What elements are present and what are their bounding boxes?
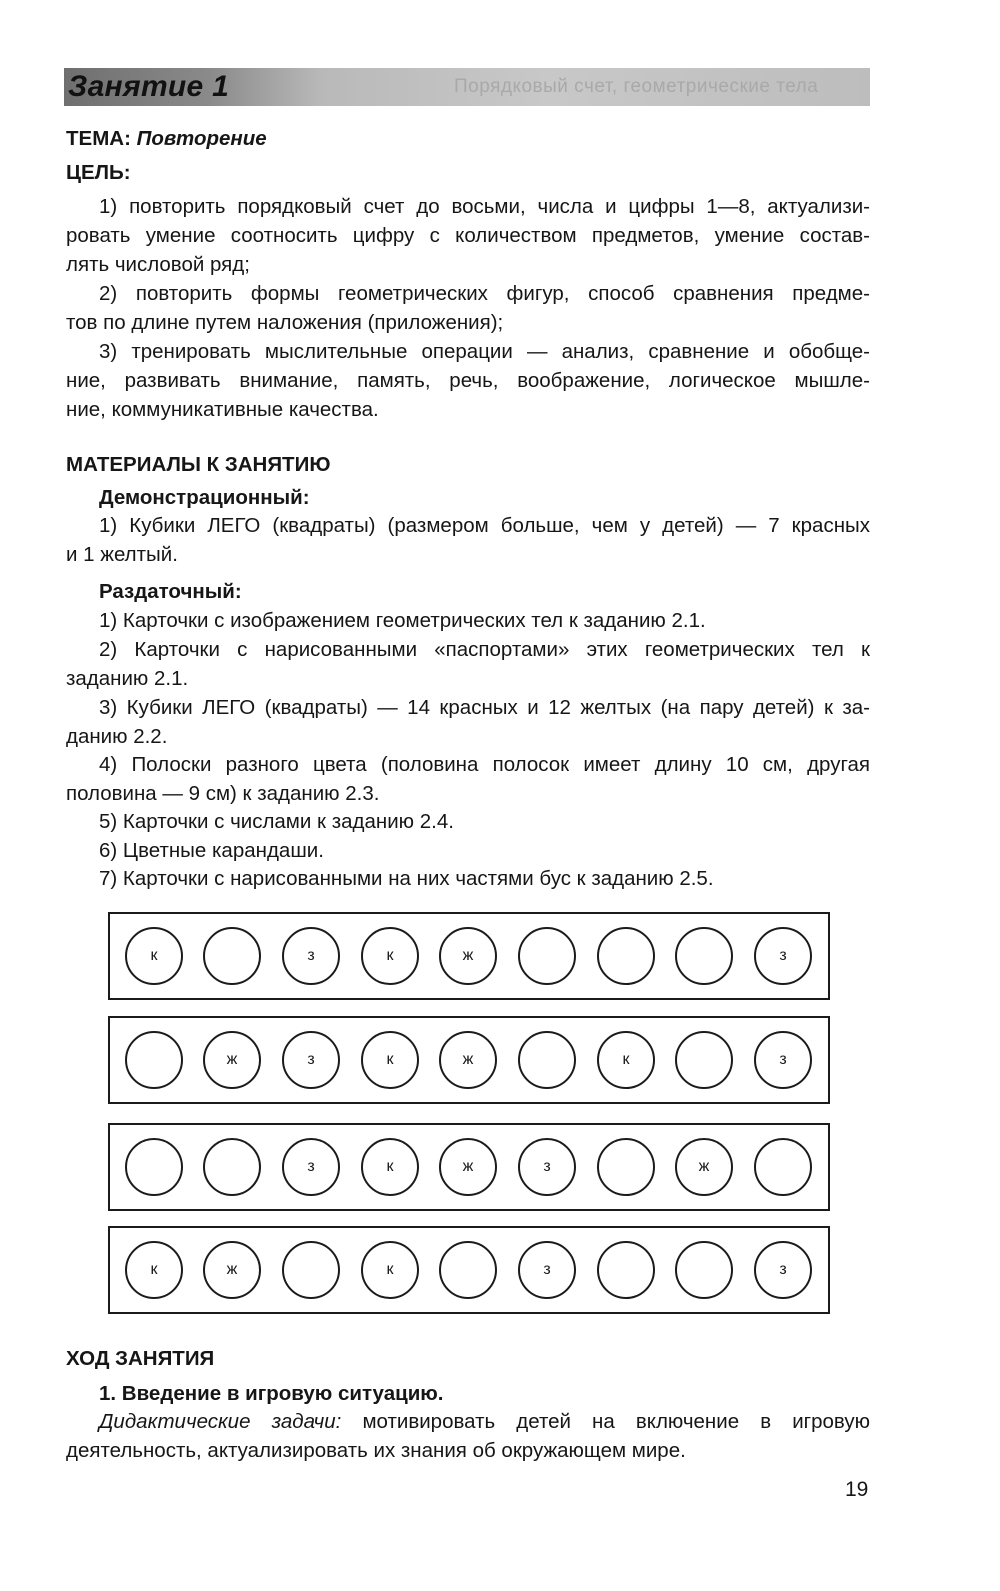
goal-line: тов по длине путем наложения (приложения); — [66, 311, 504, 334]
handout-line: 3) Кубики ЛЕГО (квадраты) — 14 красных и 12 желтых (на пару детей) к за- — [99, 696, 870, 719]
bead — [125, 1138, 183, 1196]
banner-faded-text: Порядковый счет, геометрические тела — [454, 76, 819, 97]
handout-line: данию 2.2. — [66, 725, 168, 748]
demo-line: и 1 желтый. — [66, 543, 178, 566]
lesson-title: Занятие 1 — [68, 70, 230, 103]
bead: ж — [675, 1138, 733, 1196]
goal-line: ние, коммуникативные качества. — [66, 398, 379, 421]
bead — [597, 1241, 655, 1299]
handout-line: 4) Полоски разного цвета (половина полосок имеет длину 10 см, другая — [99, 753, 870, 776]
bead — [597, 927, 655, 985]
task-text: мотивировать детей на включение в игровую — [341, 1410, 870, 1433]
handout-line: половина — 9 см) к заданию 2.3. — [66, 782, 380, 805]
bead — [125, 1031, 183, 1089]
handout-line: 6) Цветные карандаши. — [99, 839, 324, 862]
bead: ж — [203, 1241, 261, 1299]
bead: к — [361, 1031, 419, 1089]
goal-line: лять числовой ряд; — [66, 253, 250, 276]
bead — [675, 1031, 733, 1089]
bead: з — [754, 1241, 812, 1299]
demo-line: 1) Кубики ЛЕГО (квадраты) (размером больше, чем у детей) — 7 красных — [99, 514, 870, 537]
task-line — [99, 1407, 870, 1436]
bead: ж — [203, 1031, 261, 1089]
bead — [518, 927, 576, 985]
goal-line: ровать умение соотносить цифру с количеством предметов, умение состав- — [66, 224, 870, 247]
bead: к — [361, 1138, 419, 1196]
topic-label: ТЕМА: — [66, 127, 131, 150]
bead — [518, 1031, 576, 1089]
bead — [675, 927, 733, 985]
goal-label: ЦЕЛЬ: — [66, 161, 131, 184]
goal-line: 3) тренировать мыслительные операции — анализ, сравнение и обобще- — [99, 340, 870, 363]
bead — [203, 1138, 261, 1196]
step-title: 1. Введение в игровую ситуацию. — [99, 1382, 444, 1405]
handout-line: заданию 2.1. — [66, 667, 189, 690]
bead — [675, 1241, 733, 1299]
bead: ж — [439, 1138, 497, 1196]
bead: к — [125, 927, 183, 985]
handout-line: 2) Карточки с нарисованными «паспортами» этих геометрических тел к — [99, 638, 870, 661]
lesson-title-banner — [64, 68, 870, 106]
bead-card — [108, 1016, 830, 1104]
bead-card — [108, 912, 830, 1000]
bead: к — [361, 927, 419, 985]
handout-line: 7) Карточки с нарисованными на них частями бус к заданию 2.5. — [99, 867, 714, 890]
bead: з — [518, 1241, 576, 1299]
lesson-flow-heading: ХОД ЗАНЯТИЯ — [66, 1347, 215, 1370]
materials-heading: МАТЕРИАЛЫ К ЗАНЯТИЮ — [66, 453, 331, 476]
bead: з — [282, 1031, 340, 1089]
task-line: деятельность, актуализировать их знания об окружающем мире. — [66, 1439, 686, 1462]
handout-line: 5) Карточки с числами к заданию 2.4. — [99, 810, 454, 833]
bead: ж — [439, 1031, 497, 1089]
page-number: 19 — [845, 1478, 869, 1501]
bead-card — [108, 1123, 830, 1211]
handout-line: 1) Карточки с изображением геометрических тел к заданию 2.1. — [99, 609, 706, 632]
bead — [282, 1241, 340, 1299]
goal-line: 1) повторить порядковый счет до восьми, числа и цифры 1—8, актуализи- — [99, 195, 870, 218]
bead-card — [108, 1226, 830, 1314]
bead: к — [597, 1031, 655, 1089]
bead — [203, 927, 261, 985]
demo-heading: Демонстрационный: — [99, 486, 310, 509]
bead: к — [125, 1241, 183, 1299]
bead: з — [282, 1138, 340, 1196]
topic-value: Повторение — [136, 127, 267, 150]
bead — [754, 1138, 812, 1196]
bead — [439, 1241, 497, 1299]
bead — [597, 1138, 655, 1196]
bead: з — [282, 927, 340, 985]
goal-line: 2) повторить формы геометрических фигур, способ сравнения предме- — [99, 282, 870, 305]
goal-line: ние, развивать внимание, память, речь, воображение, логическое мышле- — [66, 369, 870, 392]
handout-heading: Раздаточный: — [99, 580, 242, 603]
bead: з — [754, 927, 812, 985]
bead: з — [518, 1138, 576, 1196]
task-label: Дидактические задачи: — [99, 1410, 342, 1433]
bead: з — [754, 1031, 812, 1089]
bead: ж — [439, 927, 497, 985]
bead: к — [361, 1241, 419, 1299]
